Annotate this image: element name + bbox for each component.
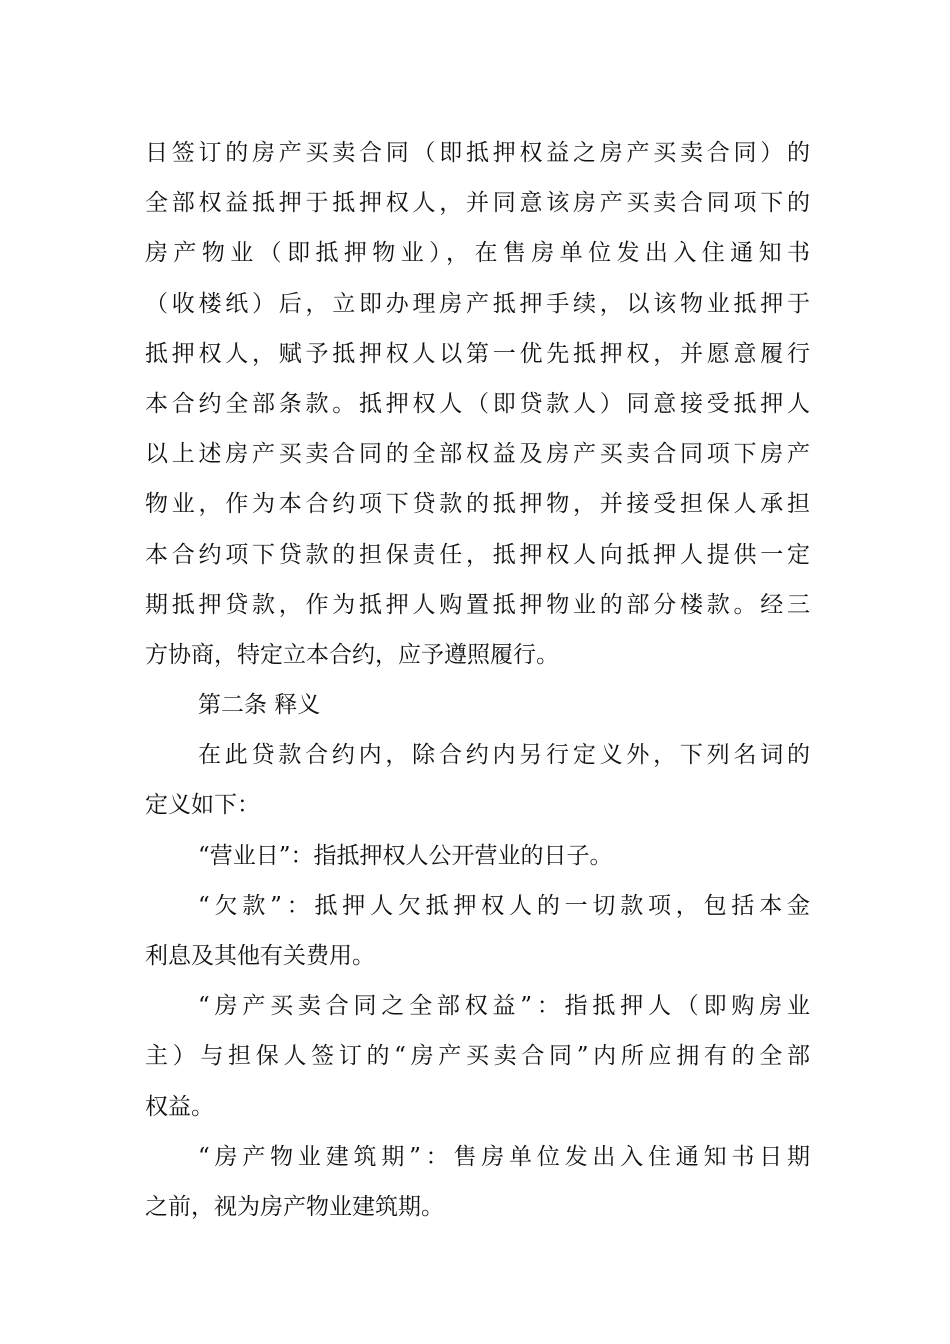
definition-line: 权益。: [145, 1093, 214, 1120]
paragraph-line: 本合约项下贷款的担保责任，抵押权人向抵押人提供一定: [145, 541, 810, 568]
paragraph-line: 在此贷款合约内，除合约内另行定义外，下列名词的: [198, 742, 810, 769]
definition-line: “房产买卖合同之全部权益”：指抵押人（即购房业: [198, 993, 810, 1020]
paragraph-line: 抵押权人，赋予抵押权人以第一优先抵押权，并愿意履行: [145, 340, 810, 367]
paragraph-line: 全部权益抵押于抵押权人，并同意该房产买卖合同项下的: [145, 190, 810, 217]
paragraph-line: （收楼纸）后，立即办理房产抵押手续，以该物业抵押于: [145, 290, 810, 317]
section-heading: 第二条 释义: [198, 692, 321, 719]
paragraph-line: 日签订的房产买卖合同（即抵押权益之房产买卖合同）的: [145, 140, 810, 166]
paragraph-line: 以上述房产买卖合同的全部权益及房产买卖合同项下房产: [145, 441, 810, 468]
paragraph-line: 房产物业（即抵押物业），在售房单位发出入住通知书: [145, 240, 810, 267]
document-page: [145, 128, 810, 1232]
paragraph-line: 本合约全部条款。抵押权人（即贷款人）同意接受抵押人: [145, 390, 810, 417]
definition-line: “欠款”：抵押人欠抵押权人的一切款项，包括本金: [198, 892, 810, 919]
definition-line: 利息及其他有关费用。: [145, 943, 375, 969]
paragraph-line: 期抵押贷款，作为抵押人购置抵押物业的部分楼款。经三: [145, 591, 810, 618]
paragraph-line: 定义如下：: [145, 792, 260, 819]
definition-line: “房产物业建筑期”：售房单位发出入住通知书日期: [198, 1143, 810, 1170]
definition-line: 主）与担保人签订的“房产买卖合同”内所应拥有的全部: [145, 1043, 810, 1070]
paragraph-line: 方协商，特定立本合约，应予遵照履行。: [145, 641, 559, 668]
definition-line: 之前，视为房产物业建筑期。: [145, 1193, 444, 1220]
definition-line: “营业日”：指抵押权人公开营业的日子。: [198, 842, 613, 869]
paragraph-line: 物业，作为本合约项下贷款的抵押物，并接受担保人承担: [145, 491, 810, 518]
